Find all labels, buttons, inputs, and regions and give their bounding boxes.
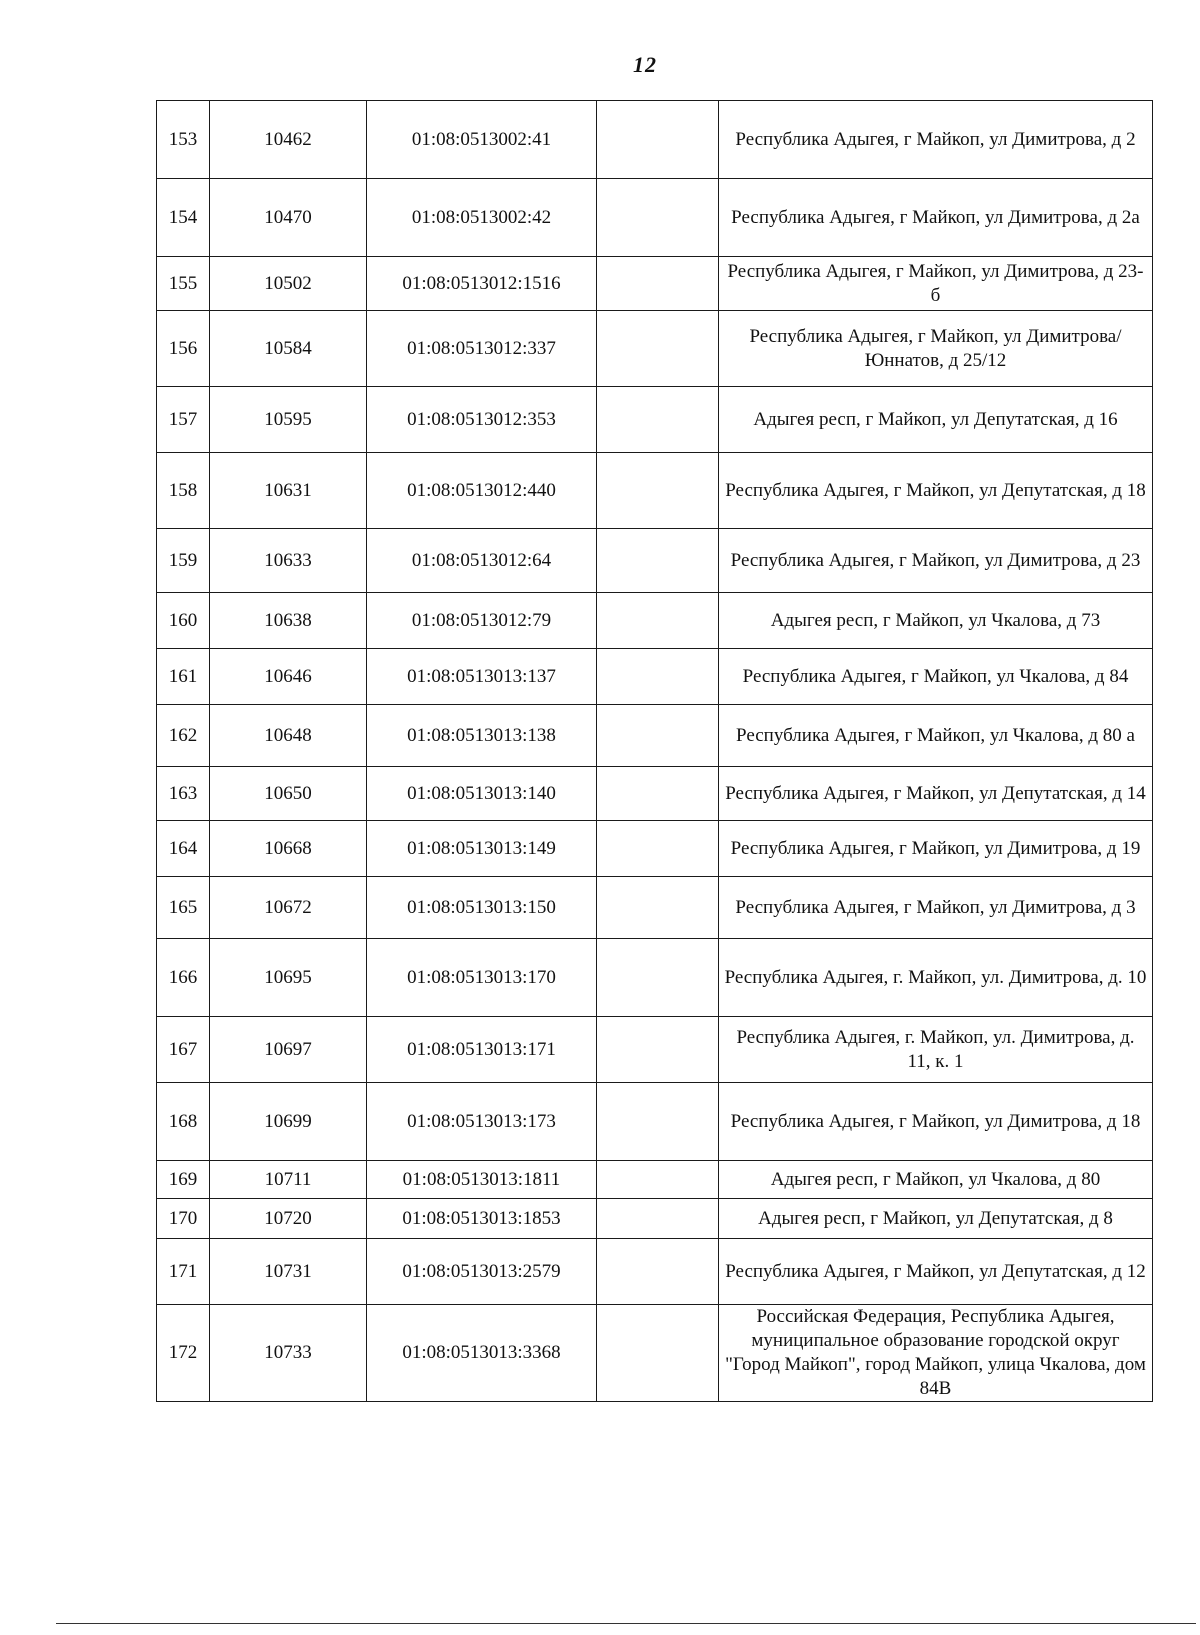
address-cell: Республика Адыгея, г Майкоп, ул Депутатская, д 14 bbox=[719, 767, 1153, 821]
empty-cell bbox=[597, 593, 719, 649]
empty-cell bbox=[597, 453, 719, 529]
address-cell: Республика Адыгея, г Майкоп, ул Димитрова, д 3 bbox=[719, 877, 1153, 939]
row-number-cell: 160 bbox=[157, 593, 210, 649]
table-row bbox=[157, 101, 1153, 179]
object-id-cell: 10462 bbox=[210, 101, 367, 179]
row-number-cell: 154 bbox=[157, 179, 210, 257]
cadastral-number-cell: 01:08:0513012:79 bbox=[367, 593, 597, 649]
table-row bbox=[157, 387, 1153, 453]
cadastral-number-cell: 01:08:0513013:1811 bbox=[367, 1161, 597, 1199]
object-id-cell: 10711 bbox=[210, 1161, 367, 1199]
table-row bbox=[157, 705, 1153, 767]
row-number-cell: 165 bbox=[157, 877, 210, 939]
empty-cell bbox=[597, 649, 719, 705]
table-row bbox=[157, 1017, 1153, 1083]
table-row bbox=[157, 593, 1153, 649]
empty-cell bbox=[597, 101, 719, 179]
row-number-cell: 162 bbox=[157, 705, 210, 767]
address-cell: Республика Адыгея, г Майкоп, ул Димитрова, д 23 bbox=[719, 529, 1153, 593]
object-id-cell: 10733 bbox=[210, 1305, 367, 1402]
address-cell: Республика Адыгея, г Майкоп, ул Чкалова, д 80 а bbox=[719, 705, 1153, 767]
cadastral-number-cell: 01:08:0513013:173 bbox=[367, 1083, 597, 1161]
row-number-cell: 163 bbox=[157, 767, 210, 821]
cadastral-number-cell: 01:08:0513012:337 bbox=[367, 311, 597, 387]
row-number-cell: 155 bbox=[157, 257, 210, 311]
cadastral-number-cell: 01:08:0513012:64 bbox=[367, 529, 597, 593]
empty-cell bbox=[597, 939, 719, 1017]
empty-cell bbox=[597, 821, 719, 877]
row-number-cell: 161 bbox=[157, 649, 210, 705]
object-id-cell: 10633 bbox=[210, 529, 367, 593]
address-cell: Республика Адыгея, г Майкоп, ул Димитрова, д 19 bbox=[719, 821, 1153, 877]
address-cell: Адыгея респ, г Майкоп, ул Депутатская, д 8 bbox=[719, 1199, 1153, 1239]
empty-cell bbox=[597, 1017, 719, 1083]
address-cell: Республика Адыгея, г Майкоп, ул Димитрова/Юннатов, д 25/12 bbox=[719, 311, 1153, 387]
address-cell: Адыгея респ, г Майкоп, ул Чкалова, д 73 bbox=[719, 593, 1153, 649]
address-cell: Республика Адыгея, г Майкоп, ул Димитрова, д 2а bbox=[719, 179, 1153, 257]
cadastral-number-cell: 01:08:0513013:3368 bbox=[367, 1305, 597, 1402]
empty-cell bbox=[597, 1239, 719, 1305]
address-cell: Республика Адыгея, г Майкоп, ул Депутатская, д 18 bbox=[719, 453, 1153, 529]
empty-cell bbox=[597, 1161, 719, 1199]
address-cell: Республика Адыгея, г Майкоп, ул Димитрова, д 18 bbox=[719, 1083, 1153, 1161]
row-number-cell: 159 bbox=[157, 529, 210, 593]
object-id-cell: 10668 bbox=[210, 821, 367, 877]
cadastral-number-cell: 01:08:0513012:1516 bbox=[367, 257, 597, 311]
object-id-cell: 10695 bbox=[210, 939, 367, 1017]
row-number-cell: 169 bbox=[157, 1161, 210, 1199]
object-id-cell: 10697 bbox=[210, 1017, 367, 1083]
address-cell: Российская Федерация, Республика Адыгея, муниципальное образование городской округ "Город Майкоп", город Майкоп, улица Чкалова, дом 84В bbox=[719, 1305, 1153, 1402]
address-cell: Республика Адыгея, г. Майкоп, ул. Димитрова, д. 11, к. 1 bbox=[719, 1017, 1153, 1083]
address-cell: Республика Адыгея, г. Майкоп, ул. Димитрова, д. 10 bbox=[719, 939, 1153, 1017]
table-row bbox=[157, 1305, 1153, 1402]
object-id-cell: 10470 bbox=[210, 179, 367, 257]
table-row bbox=[157, 529, 1153, 593]
empty-cell bbox=[597, 529, 719, 593]
row-number-cell: 168 bbox=[157, 1083, 210, 1161]
empty-cell bbox=[597, 877, 719, 939]
cadastral-number-cell: 01:08:0513013:149 bbox=[367, 821, 597, 877]
row-number-cell: 167 bbox=[157, 1017, 210, 1083]
address-cell: Республика Адыгея, г Майкоп, ул Депутатская, д 12 bbox=[719, 1239, 1153, 1305]
cadastral-number-cell: 01:08:0513002:42 bbox=[367, 179, 597, 257]
empty-cell bbox=[597, 257, 719, 311]
empty-cell bbox=[597, 387, 719, 453]
row-number-cell: 157 bbox=[157, 387, 210, 453]
row-number-cell: 170 bbox=[157, 1199, 210, 1239]
empty-cell bbox=[597, 705, 719, 767]
empty-cell bbox=[597, 1199, 719, 1239]
row-number-cell: 172 bbox=[157, 1305, 210, 1402]
table-row bbox=[157, 649, 1153, 705]
address-cell: Адыгея респ, г Майкоп, ул Депутатская, д 16 bbox=[719, 387, 1153, 453]
object-id-cell: 10672 bbox=[210, 877, 367, 939]
object-id-cell: 10650 bbox=[210, 767, 367, 821]
row-number-cell: 158 bbox=[157, 453, 210, 529]
cadastral-number-cell: 01:08:0513013:1853 bbox=[367, 1199, 597, 1239]
empty-cell bbox=[597, 767, 719, 821]
cadastral-number-cell: 01:08:0513013:171 bbox=[367, 1017, 597, 1083]
cadastral-number-cell: 01:08:0513013:140 bbox=[367, 767, 597, 821]
object-id-cell: 10584 bbox=[210, 311, 367, 387]
row-number-cell: 171 bbox=[157, 1239, 210, 1305]
object-id-cell: 10595 bbox=[210, 387, 367, 453]
object-id-cell: 10731 bbox=[210, 1239, 367, 1305]
object-id-cell: 10699 bbox=[210, 1083, 367, 1161]
footer-rule bbox=[56, 1623, 1196, 1624]
empty-cell bbox=[597, 311, 719, 387]
object-id-cell: 10648 bbox=[210, 705, 367, 767]
empty-cell bbox=[597, 1083, 719, 1161]
table-row bbox=[157, 877, 1153, 939]
cadastral-number-cell: 01:08:0513002:41 bbox=[367, 101, 597, 179]
empty-cell bbox=[597, 179, 719, 257]
object-id-cell: 10720 bbox=[210, 1199, 367, 1239]
address-cell: Республика Адыгея, г Майкоп, ул Димитрова, д 23-б bbox=[719, 257, 1153, 311]
address-cell: Республика Адыгея, г Майкоп, ул Димитрова, д 2 bbox=[719, 101, 1153, 179]
table-row bbox=[157, 1199, 1153, 1239]
page-number: 12 bbox=[633, 52, 657, 77]
object-id-cell: 10638 bbox=[210, 593, 367, 649]
row-number-cell: 156 bbox=[157, 311, 210, 387]
table-row bbox=[157, 1161, 1153, 1199]
row-number-cell: 153 bbox=[157, 101, 210, 179]
cadastral-number-cell: 01:08:0513012:440 bbox=[367, 453, 597, 529]
cadastral-number-cell: 01:08:0513013:138 bbox=[367, 705, 597, 767]
cadastral-number-cell: 01:08:0513012:353 bbox=[367, 387, 597, 453]
table-row bbox=[157, 179, 1153, 257]
registry-table-body bbox=[157, 101, 1153, 1402]
address-cell: Республика Адыгея, г Майкоп, ул Чкалова, д 84 bbox=[719, 649, 1153, 705]
table-row bbox=[157, 1239, 1153, 1305]
cadastral-number-cell: 01:08:0513013:137 bbox=[367, 649, 597, 705]
object-id-cell: 10646 bbox=[210, 649, 367, 705]
table-row bbox=[157, 767, 1153, 821]
table-row bbox=[157, 821, 1153, 877]
cadastral-number-cell: 01:08:0513013:150 bbox=[367, 877, 597, 939]
address-cell: Адыгея респ, г Майкоп, ул Чкалова, д 80 bbox=[719, 1161, 1153, 1199]
table-row bbox=[157, 453, 1153, 529]
cadastral-number-cell: 01:08:0513013:170 bbox=[367, 939, 597, 1017]
table-row bbox=[157, 1083, 1153, 1161]
object-id-cell: 10631 bbox=[210, 453, 367, 529]
row-number-cell: 166 bbox=[157, 939, 210, 1017]
cadastral-number-cell: 01:08:0513013:2579 bbox=[367, 1239, 597, 1305]
table-row bbox=[157, 311, 1153, 387]
empty-cell bbox=[597, 1305, 719, 1402]
table-row bbox=[157, 257, 1153, 311]
row-number-cell: 164 bbox=[157, 821, 210, 877]
property-registry-table bbox=[156, 100, 1153, 1402]
table-row bbox=[157, 939, 1153, 1017]
object-id-cell: 10502 bbox=[210, 257, 367, 311]
